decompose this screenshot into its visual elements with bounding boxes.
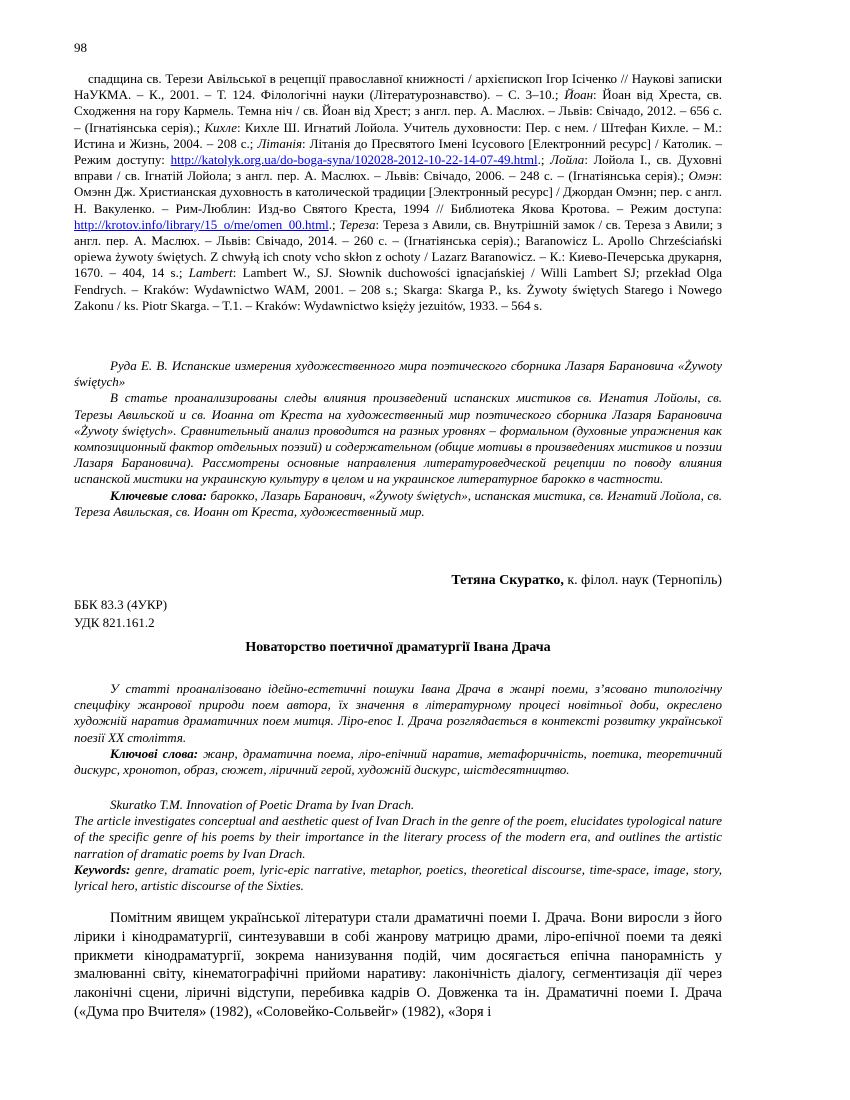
ref-text: : Lambert W., SJ. Słownik duchowości ignacjańskiej / Willi Lambert SJ; przekład Olga Fendrych. – Kraków: Wydawnictwo WAM, 2001. – 208 s.; Skarga: Skarga P., ks. Żywoty świętych Starego i Nowego Zakonu / ks. Piotr Skarga. – T.1. – Kraków: Wydawnictwo księży jezuitów, 1933. – 564 s. <box>74 265 723 313</box>
en-keywords <box>74 862 722 894</box>
author-name: Тетяна Скуратко, <box>451 573 564 588</box>
bbk-code: ББК 83.3 (4УКР) <box>74 597 168 612</box>
author-line <box>451 573 722 589</box>
en-abstract <box>74 797 722 894</box>
ref-key: Кихле <box>204 119 238 135</box>
ru-keywords-text: барокко, Лазарь Баранович, «Żywoty świętych», испанская мистика, св. Игнатий Лойола, св. Тереза Авильская, св. Иоанн от Креста, художественный мир. <box>74 487 722 519</box>
ref-link-katolyk[interactable]: http://katolyk.org.ua/do-boga-syna/102028-2012-10-22-14-07-49.html <box>170 152 538 168</box>
ref-key: Лойла <box>550 152 585 168</box>
ref-text: : Літанія до Пресвятого Імені Ісусового [Електронний ресурс] / Католик. – Режим доступу: <box>74 135 722 168</box>
ru-abstract: В статье проанализированы следы влияния произведений испанских мистиков св. Игнатия Лойолы, св. Терезы Авильской и св. Иоанна от Креста на художественный мир поэтического сборника Лазаря Барановича «Żywoty świętych». Сравнительный анализ проводится на разных уровнях – формальном (духовные упражнения как композиционный фактор отдельных поэзий) и содержательном (общие мотивы в произведениях мистиков и поэзии Лазаря Барановича). Рассмотрены основные направления литературоведческой рецепции по поводу влияния испанской мистики на украинскую культуру в целом и на украинское литературное барокко в частности. <box>74 390 722 487</box>
author-degree: к. філол. наук (Тернопіль) <box>563 573 722 588</box>
ua-abstract <box>74 681 722 778</box>
udk-code: УДК 821.161.2 <box>74 615 155 630</box>
article-body <box>74 909 722 1022</box>
en-citation: Skuratko T.M. Innovation of Poetic Drama by Ivan Drach. <box>110 797 415 812</box>
ref-text: : Тереза з Авили, св. Внутрішній замок / св. Тереза з Авили; з англ. пер. А. Маслюх. – Львів: Свічадо, 2014. – 260 с. – (Ігнатіянська серія).; Baranowicz L. Apollo Chrześciański opiewa żywoty świętych. Z chwyłą ich cnoty vcho skłon z ochoty / Lazarz Baranowicz. – К.: Киево-Печерська друкарня, 1670. – 404, 14 s.; <box>74 216 722 281</box>
ua-abstract-text: У статті проаналізовано ідейно-естетичні пошуки Івана Драча в жанрі поеми, з’ясовано типологічну специфіку жанрової природи поем автора, їх значення в літературному процесі новітньої доби, окреслено художній наратив драматичних поем митця. Ліро-епос І. Драча розглядається в контексті розвитку української поезії ХХ століття. <box>74 681 722 745</box>
page-number: 98 <box>74 40 87 55</box>
ref-text: .; <box>537 152 551 168</box>
ru-keywords-label: Ключевые слова: <box>110 487 207 503</box>
ref-text: .; <box>328 216 340 232</box>
ref-text: : Йоан від Хреста, св. Сходження на гору Кармель. Темна ніч / св. Йоан від Хрест; з англ. пер. А. Маслюх. – Львів: Свічадо, 2012. – 656 с. – (Ігнатіянська серія).; <box>74 87 722 135</box>
en-abstract-text: The article investigates conceptual and aesthetic quest of Ivan Drach in the genre of the poem, elucidates typological nature of the specific genre of his poems by their importance in the literary process of the modern era, and outlines the artistic narration of dramatic poems by Ivan Drach. <box>74 813 722 861</box>
classification-codes <box>74 596 167 632</box>
article-title: Новаторство поетичної драматургії Івана Драча <box>245 640 551 655</box>
en-keywords-text: genre, dramatic poem, lyric-epic narrative, metaphor, poetics, theoretical discourse, time-space, image, story, lyrical hero, artistic discourse of the Sixties. <box>74 861 722 894</box>
ua-keywords-label: Ключові слова: <box>110 745 199 761</box>
ref-link-krotov[interactable]: http://krotov.info/library/15_o/me/omen_00.html <box>74 216 329 232</box>
body-paragraph: Помітним явищем української літератури стали драматичні поеми І. Драча. Вони виросли з його лірики і кінодраматургії, синтезувавши в собі жанрову матрицю драми, ліро-епічної поеми та деякі прикмети кінодраматургії, зокрема нанизування подій, чим досягається епічна панорамність у змалюванні світу, кінематографічні прийоми наративу: лаконічність діалогу, сегментизація дії через лаконічні сцени, ліричні відступи, перебивка кадрів О. Довженка та ін. Драматичні поеми І. Драча («Дума про Вчителя» (1982), «Соловейко-Сольвейг» (1982), «Зоря і <box>74 910 722 1020</box>
ua-keywords <box>74 746 722 778</box>
ref-text: спадщина св. Терези Авільської в рецепції православної книжності / архієпископ Ігор Ісіченко // Наукові записки НаУКМА. – К., 2001. – Т. 124. Філологічні науки (Літературознавство). – С. 3–10.; <box>74 71 722 103</box>
ref-text: : Омэнн Дж. Христианская духовность в католической традиции [Электронный ресурс] / Джордан Омэнн; пер. с англ. Н. Вакуленко. – Рим-Люблин: Изд-во Святого Креста, 1994 // Библиотека Якова Кротова. – Режим доступа: <box>74 168 722 216</box>
ref-key: Йоан <box>564 87 594 103</box>
references-block <box>74 71 722 314</box>
references-paragraph <box>74 71 722 314</box>
ru-summary <box>74 358 722 520</box>
ref-text: : Кихле Ш. Игнатий Лойола. Учитель духовности: Пер. с нем. / Штефан Кихле. – М.: Истина и Жизнь, 2004. – 208 с.; <box>74 119 722 151</box>
ru-keywords <box>74 488 722 520</box>
ref-key: Тереза <box>339 216 376 232</box>
ua-keywords-text: жанр, драматична поема, ліро-епічний наратив, метафоричність, поетика, теоретичний дискурс, хронотоп, образ, сюжет, ліричний герой, художній дискурс, шістдесятництво. <box>74 745 723 778</box>
en-keywords-label: Keywords: <box>74 861 131 877</box>
ru-citation: Руда Е. В. Испанские измерения художественного мира поэтического сборника Лазаря Барановича «Żywoty świętych» <box>74 358 722 390</box>
ref-key: Lambert <box>188 265 233 281</box>
ref-key: Омэн <box>688 168 719 184</box>
ref-key: Літанія <box>257 135 303 151</box>
ref-text: : Лойола І., св. Духовні вправи / св. Ігнатій Лойола; з англ. пер. А. Маслюх. – Львів: Свічадо, 2006. – 248 с. – (Ігнатіянська серія).; <box>74 152 722 184</box>
